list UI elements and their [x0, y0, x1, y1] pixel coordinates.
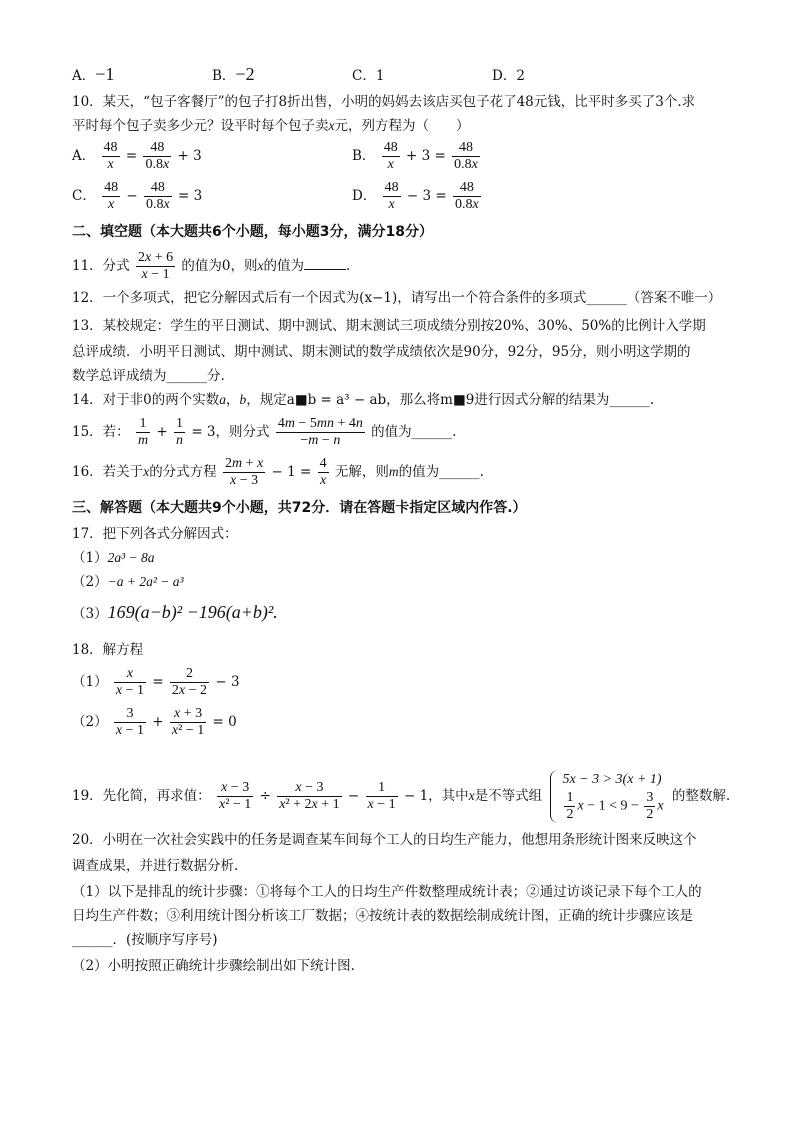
- q14: 14．对于非0的两个实数a，b，规定a■b = a³ − ab，那么将m■9进行因式分解的结果为______.: [72, 392, 655, 408]
- q17-part2: （2）−a + 2a² − a³: [72, 574, 184, 590]
- q10-option-d: D． $\frac{48}{x}$ − 3 = $\frac{48}{0.8x}$: [352, 180, 479, 212]
- q17-part1: （1）2a³ − 8a: [72, 550, 155, 566]
- q9-option-d: D．2: [492, 68, 525, 84]
- q9-option-b: B．−2: [212, 64, 255, 84]
- q20-line5: ______．(按顺序写序号): [72, 932, 218, 948]
- q10-option-a: A． $\frac{48}{x}$ = $\frac{48}{0.8x}$ + 3: [72, 140, 202, 172]
- section-2-heading: 二、填空题（本大题共6个小题，每小题3分，满分18分）: [72, 224, 433, 240]
- q18-part1: （1） $\frac{x}{x - 1}$ = $\frac{2}{2x - 2}$ − 3: [72, 666, 240, 698]
- q13-line2: 总评成绩．小明平日测试、期中测试、期末测试的数学成绩依次是90分，92分，95分，则小明这学期的: [72, 344, 691, 360]
- q20-line6: （2）小明按照正确统计步骤绘制出如下统计图.: [72, 958, 355, 974]
- q20-line2: 调查成果，并进行数据分析.: [72, 858, 239, 874]
- q20-line4: 日均生产件数；③利用统计图分析该工厂数据；④按统计表的数据绘制成统计图，正确的统计步骤应该是: [72, 908, 693, 924]
- q9-option-c: C．1: [352, 68, 385, 84]
- q18-title: 18．解方程: [72, 642, 144, 658]
- q17-title: 17．把下列各式分解因式：: [72, 526, 238, 542]
- q19: 19．先化简，再求值： $\frac{x - 3}{\text{x² − 1}}$ ÷ $\frac{x - 3}{\text{x² + 2x + 1}}$ − $\frac{1}{x - 1}$ − 1，其中x是不等式组 5x − 3 > 3(x + 1) $\frac{1}{2}$ x − 1 < 9 − $\frac{3}{2}$ x 的整数解.: [72, 772, 731, 822]
- q20-line1: 20．小明在一次社会实践中的任务是调查某车间每个工人的日均生产能力，他想用条形统计图来反映这个: [72, 832, 697, 848]
- q18-part2: （2） $\frac{3}{x - 1}$ + $\frac{x + 3}{\text{x² − 1}}$ = 0: [72, 706, 237, 738]
- q15: 15．若： $\frac{1}{m}$ + $\frac{1}{n}$ = 3，则分式 $\frac{4m - 5mn + 4n}{-m - n}$ 的值为______.: [72, 416, 457, 448]
- q11: 11．分式 $\frac{2x + 6}{x - 1}$ 的值为0，则x的值为 .: [72, 250, 351, 282]
- q9-option-a: A．−1: [72, 64, 115, 84]
- q13-line3: 数学总评成绩为______分.: [72, 368, 225, 384]
- section-3-heading: 三、解答题（本大题共9个小题，共72分．请在答题卡指定区域内作答.）: [72, 500, 527, 516]
- q10-line2: 平时每个包子卖多少元？设平时每个包子卖x元，列方程为（ ）: [72, 118, 470, 134]
- q16: 16．若关于x的分式方程 $\frac{2m + x}{x - 3}$ − 1 = $\frac{4}{x}$ 无解，则m的值为______.: [72, 456, 484, 488]
- q20-line3: （1）以下是排乱的统计步骤：①将每个工人的日均生产件数整理成统计表；②通过访谈记录下每个工人的: [72, 884, 702, 900]
- q13-line1: 13．某校规定：学生的平日测试、期中测试、期末测试三项成绩分别按20%、30%、50%的比例计入学期: [72, 318, 706, 334]
- q10-line1: 10．某天，“包子客餐厅”的包子打8折出售，小明的妈妈去该店买包子花了48元钱，比平时多买了3个.求: [72, 94, 696, 110]
- q12: 12．一个多项式，把它分解因式后有一个因式为(x−1)，请写出一个符合条件的多项式______（答案不唯一）: [72, 290, 722, 306]
- q10-option-c: C． $\frac{48}{x}$ − $\frac{48}{0.8x}$ = 3: [72, 180, 203, 212]
- inequality-system: 5x − 3 > 3(x + 1) $\frac{1}{2}$ x − 1 < 9 − $\frac{3}{2}$ x: [550, 770, 663, 823]
- q10-option-b: B． $\frac{48}{x}$ + 3 = $\frac{48}{0.8x}$: [352, 140, 478, 172]
- q17-part3: （3）169(a−b)² −196(a+b)².: [72, 602, 278, 622]
